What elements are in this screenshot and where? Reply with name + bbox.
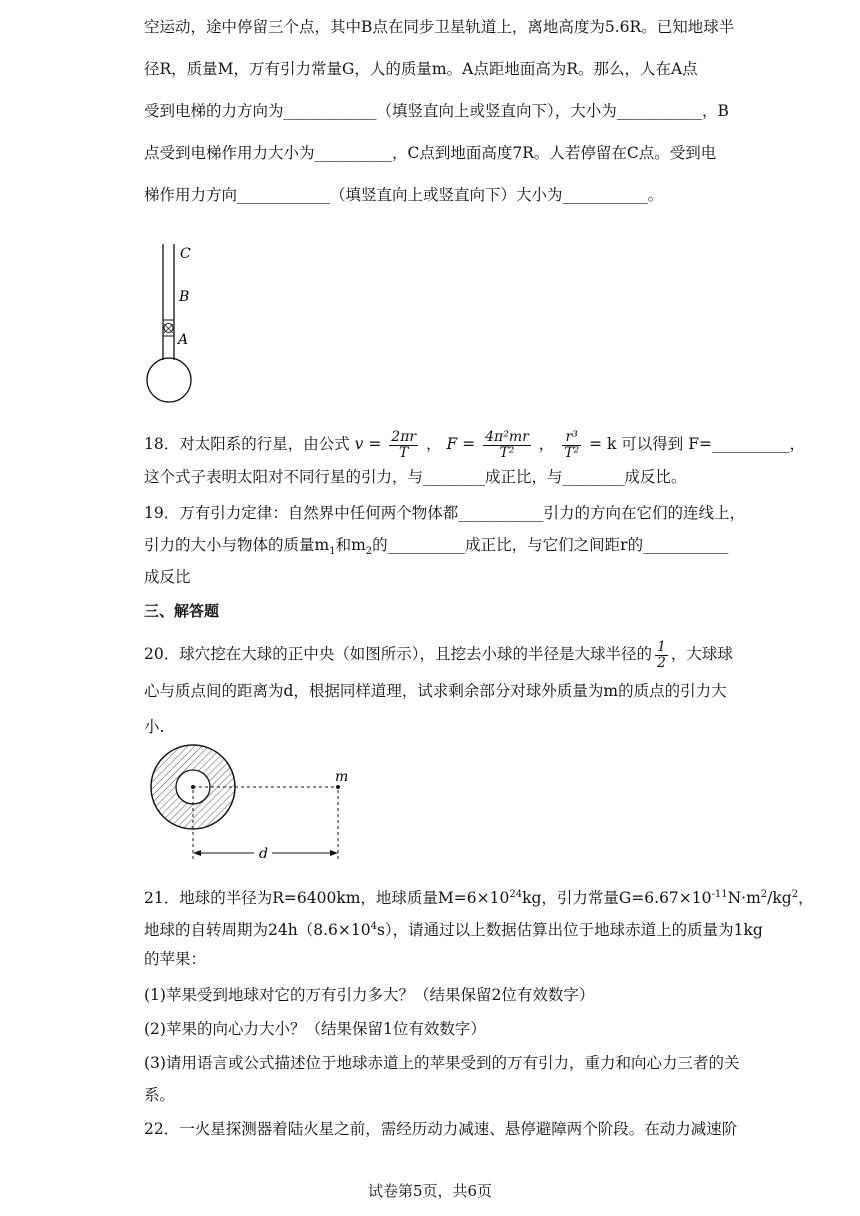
p18-suffix: = k 可以得到 F=__________， [589,435,805,453]
p19-sub-1: 1 [329,546,336,558]
p21-line-2 [144,916,763,940]
p21-l1-b: kg，引力常量G=6.67×10 [522,889,712,908]
p21-l1-d: /kg [767,889,792,908]
section-title: 三、解答题 [144,602,220,620]
p21-question-1: (1)苹果受到地球对它的万有引力多大？（结果保留2位有效数字） [144,986,595,1004]
hollow-sphere-figure [144,740,364,870]
p18-sep-2: ， [538,435,555,453]
p18-frac2-den: T² [499,444,515,461]
label-c: C [180,246,191,262]
p21-exp-2: -11 [711,889,728,900]
p17-line-5: 梯作用力方向____________（填竖直向上或竖直向下）大小为___________。 [144,186,664,204]
p17-line-1: 空运动，途中停留三个点，其中B点在同步卫星轨道上，离地高度为5.6R。已知地球半 [144,18,735,36]
p21-exp-1: 24 [509,889,523,900]
p21-l2-b: s），请通过以上数据估算出位于地球赤道上的质量为1kg [376,921,763,940]
p21-l1-e: ， [798,889,814,908]
p19-line-2-post: 的__________成正比，与它们之间距r的___________ [372,536,729,554]
p19-line-2 [144,534,729,558]
p19-sub-2: 2 [365,546,373,558]
p19-line-2-mid: 和m [335,536,366,554]
p20-fraction [655,640,668,671]
p21-question-2: (2)苹果的向心力大小？（结果保留1位有效数字） [144,1020,486,1038]
p21-question-3a: (3)请用语言或公式描述位于地球赤道上的苹果受到的万有引力，重力和向心力三者的关 [144,1054,740,1072]
p18-fraction-3 [562,430,581,461]
p18-frac1-num: 2πr [391,428,417,445]
p21-exp-3: 2 [760,889,768,900]
label-m: m [335,769,349,785]
p20-line-1 [144,638,733,671]
p21-l2-a: 地球的自转周期为24h（8.6×10 [144,921,371,940]
label-a: A [178,332,189,348]
p18-prefix: 18．对太阳系的行星，由公式 [144,435,350,453]
mass-point [336,785,340,789]
p17-line-2: 径R，质量M，万有引力常量G，人的质量m。A点距地面高为R。那么，人在A点 [144,60,698,78]
p18-line-2: 这个式子表明太阳对不同行星的引力，与________成正比，与________成反比。 [144,468,687,486]
p20-line-2: 心与质点间的距离为d，根据同样道理，试求剩余部分对球外质量为m的质点的引力大 [144,682,727,700]
p20-frac-den: 2 [656,654,666,671]
p18-frac3-num: r³ [562,430,581,446]
p18-frac3-den: T² [564,444,580,461]
p19-line-3: 成反比 [144,568,191,586]
p21-exp-4: 2 [791,889,799,900]
p20-line-1-post: ，大球球 [670,645,733,663]
page-footer: 试卷第5页，共6页 [367,1182,493,1200]
p18-f-eq: F = [446,435,476,453]
p18-line-1 [144,428,805,461]
p21-l1-a: 21．地球的半径为R=6400km，地球质量M=6×10 [144,889,510,908]
p20-line-1-pre: 20．球穴挖在大球的正中央（如图所示），且挖去小球的半径是大球半径的 [144,645,652,663]
p17-line-4: 点受到电梯作用力大小为__________，C点到地面高度7R。人若停留在C点。受到电 [144,144,717,162]
p17-line-3: 受到电梯的力方向为____________（填竖直向上或竖直向下），大小为___________，B [144,102,729,120]
label-d: d [259,846,268,862]
p18-sep-1: ， [426,435,442,453]
p21-l1-c: N·m [727,889,761,908]
p18-frac2-num: 4π²mr [485,428,529,445]
p19-line-1: 19．万有引力定律：自然界中任何两个物体都___________引力的方向在它们的连线上， [144,504,745,522]
elevator-figure [140,238,210,406]
label-b: B [179,289,190,305]
p21-question-3b: 系。 [144,1086,176,1104]
p18-fraction-1 [389,430,418,461]
p18-fraction-2 [483,430,531,461]
p21-line-3: 的苹果： [144,950,207,968]
p20-line-3: 小. [144,718,165,736]
earth-circle [147,358,191,402]
p22-line-1: 22．一火星探测器着陆火星之前，需经历动力减速、悬停避障两个阶段。在动力减速阶 [144,1120,738,1138]
p18-frac1-den: T [399,444,409,461]
p18-v-eq: v = [354,435,382,453]
p20-frac-num: 1 [656,638,666,655]
p19-line-2-pre: 引力的大小与物体的质量m [144,536,330,554]
p21-l2-exp: 4 [370,921,377,932]
